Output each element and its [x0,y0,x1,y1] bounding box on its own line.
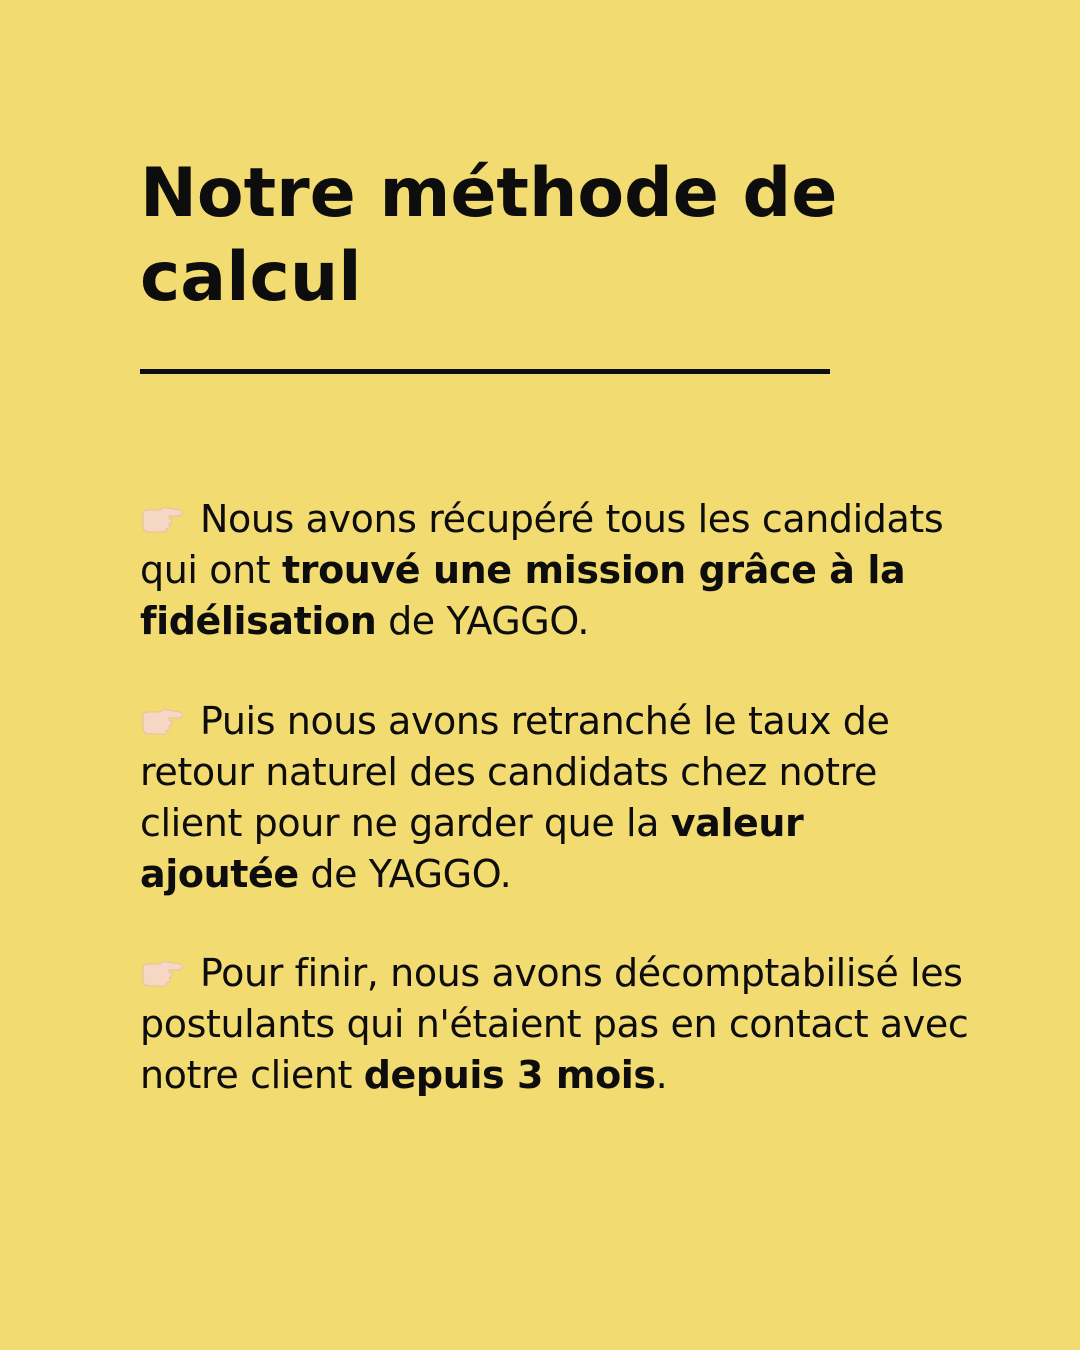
title-divider [140,369,830,374]
pointing-right-hand-icon [140,706,184,736]
method-paragraph-2-bold: valeur ajoutée [140,801,804,896]
method-paragraph-3 [140,948,970,1101]
method-paragraph-2 [140,696,970,900]
method-paragraph-3-text-2: . [655,1053,668,1097]
page-title-line-2: calcul [140,238,362,317]
method-paragraph-1 [140,494,970,647]
method-paragraph-1-bold: trouvé une mission grâce à la fidélisation [140,548,906,643]
method-paragraph-1-text-2: de YAGGO. [376,599,589,643]
pointing-right-hand-icon [140,504,184,534]
page-title-line-1: Notre méthode de [140,154,838,233]
method-paragraph-3-bold: depuis 3 mois [363,1053,656,1097]
method-paragraph-2-text-1: Puis nous avons retranché le taux de retour naturel des candidats chez notre client pour ne garder que la [140,699,890,845]
method-paragraph-3-text-1: Pour finir, nous avons décomptabilisé les postulants qui n'étaient pas en contact avec notre client [140,951,969,1097]
page-title [140,152,940,320]
method-paragraph-1-text-1: Nous avons récupéré tous les candidats qui ont [140,497,944,592]
method-paragraph-2-text-2: de YAGGO. [298,852,512,896]
pointing-right-hand-icon [140,958,184,988]
